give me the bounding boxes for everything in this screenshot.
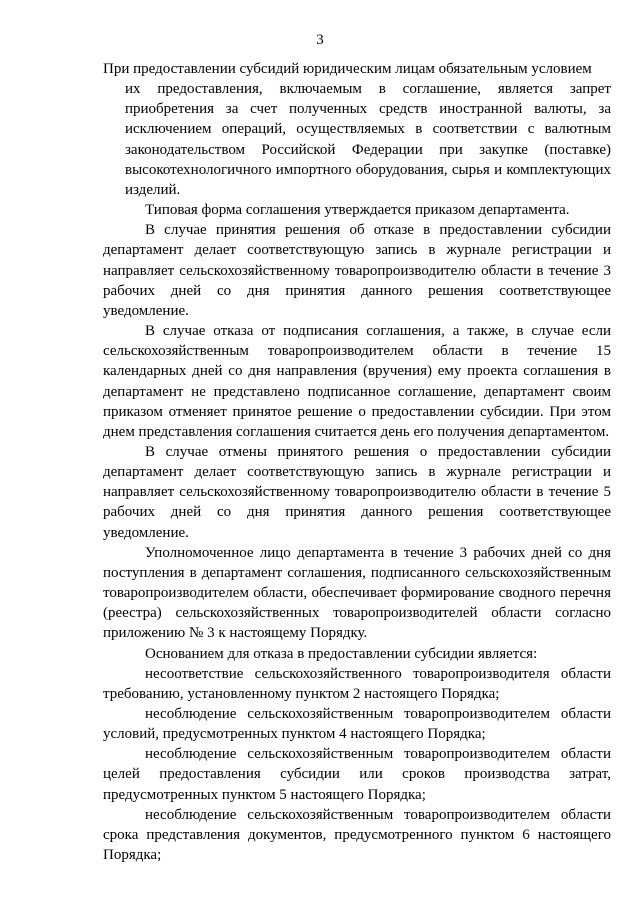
paragraph-signing-refusal: В случае отказа от подписания соглашения, а также, в случае если сельскохозяйственным товаропроизводителем области в течение 15 календарных дней со дня направления (вручения) ему проекта соглашения в департамент не представлено подписанное соглашение, департамент своим приказом отменяет принятое решение о предоставлении субсидии. При этом днем представления соглашения считается день его получения департаментом. xyxy=(103,323,611,440)
paragraph-first-line: При предоставлении субсидий юридическим лицам обязательным условием xyxy=(103,61,592,77)
list-item: несоблюдение сельскохозяйственным товаропроизводителем области условий, предусмотренных пунктом 4 настоящего Порядка; xyxy=(103,706,611,743)
paragraph-continuation: их предоставления, включаемым в соглашение, является запрет приобретения за счет полученных средств иностранной валюты, за исключением операций, осуществляемых в соответствии с валютным законодательством Российской Федерации при закупке (поставке) высокотехнологичного импортного оборудования, сырья и комплектующих изделий. xyxy=(125,81,611,198)
paragraph-registry-formation: Уполномоченное лицо департамента в течение 3 рабочих дней со дня поступления в департамент соглашения, подписанного сельскохозяйственным товаропроизводителем области, обеспечивает формирование сводного перечня (реестра) сельскохозяйственных товаропроизводителей области согласно приложению № 3 к настоящему Порядку. xyxy=(103,544,611,642)
paragraph-refusal-notice: В случае принятия решения об отказе в предоставлении субсидии департамент делает соответствующую запись в журнале регистрации и направляет сельскохозяйственному товаропроизводителю области в течение 3 рабочих дней со дня принятия данного решения соответствующее уведомление. xyxy=(103,222,611,319)
paragraph-cancellation-notice: В случае отмены принятого решения о предоставлении субсидии департамент делает соответствующую запись в журнале регистрации и направляет сельскохозяйственному товаропроизводителю области в течение 5 рабочих дней со дня принятия данного решения соответствующее уведомление. xyxy=(103,443,611,541)
paragraph-standard-form: Типовая форма соглашения утверждается приказом департамента. xyxy=(145,202,570,219)
list-item: несоблюдение сельскохозяйственным товаропроизводителем области срока представления документов, предусмотренного пунктом 6 настоящего Порядка; xyxy=(103,806,611,864)
document-body xyxy=(103,59,611,865)
paragraph-subsidy-conditions xyxy=(103,59,611,200)
list-item: несоблюдение сельскохозяйственным товаропроизводителем области целей предоставления субсидии или сроков производства затрат, предусмотренных пунктом 5 настоящего Порядка; xyxy=(103,746,611,803)
list-item: несоответствие сельскохозяйственного товаропроизводителя области требованию, установленному пунктом 2 настоящего Порядка; xyxy=(103,665,611,702)
page-number: 3 xyxy=(316,32,324,48)
paragraph-refusal-grounds: Основанием для отказа в предоставлении субсидии является: xyxy=(145,645,538,662)
